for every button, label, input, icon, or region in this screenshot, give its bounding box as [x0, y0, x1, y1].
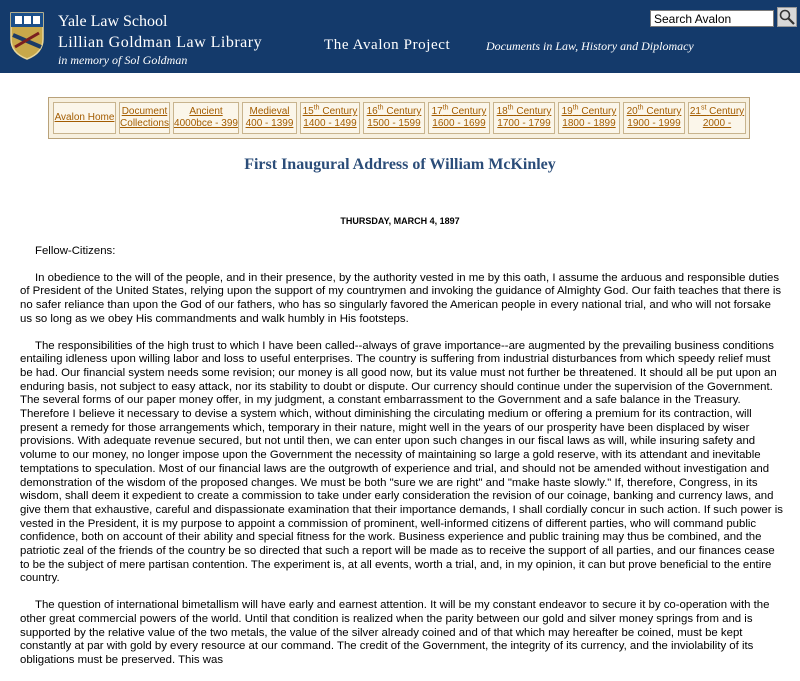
- nav-16th-century[interactable]: 16th Century 1500 - 1599: [363, 102, 425, 134]
- nav-15th-century[interactable]: 15th Century 1400 - 1499: [300, 102, 360, 134]
- avalon-project-subtitle: Documents in Law, History and Diplomacy: [486, 39, 694, 53]
- document-title: First Inaugural Address of William McKinley: [244, 156, 556, 173]
- nav-20th-century[interactable]: 20th Century 1900 - 1999: [623, 102, 685, 134]
- nav-18th-century[interactable]: 18th Century 1700 - 1799: [493, 102, 555, 134]
- search-input[interactable]: [650, 10, 774, 27]
- search-button[interactable]: [777, 7, 797, 27]
- document-body: [20, 245, 786, 681]
- nav-medieval[interactable]: Medieval 400 - 1399: [242, 102, 297, 134]
- nav-21st-century[interactable]: 21st Century 2000 -: [688, 102, 746, 134]
- paragraph: The responsibilities of the high trust to which I have been called--always of grave importance--are augmented by the prevailing business conditions entailing idleness upon willing labor and loss to useful enterprises. The country is suffering from industrial disturbances from which speedy relief must be had. Our financial system needs some revision; our money is all good now, but its value must not further be threatened. It should all be put upon an enduring basis, not subject to easy attack, nor its stability to doubt or dispute. Our currency should continue under the supervision of the Government. The several forms of our paper money offer, in my judgment, a constant embarrassment to the Government and a safe balance in the Treasury. Therefore I believe it necessary to devise a system which, without diminishing the circulating medium or offering a premium for its contraction, will present a remedy for those arrangements which, temporary in their nature, might well in the years of our prosperity have been displaced by wiser provisions. With adequate revenue secured, but not until then, we can enter upon such changes in our fiscal laws as will, while insuring safety and volume to our money, no longer impose upon the Government the necessity of maintaining so large a gold reserve, with its attendant and inevitable temptations to speculation. Most of our financial laws are the outgrowth of experience and trial, and should not be amended without investigation and demonstration of the wisdom of the proposed changes. We must be both "sure we are right" and "make haste slowly." If, therefore, Congress, in its wisdom, shall deem it expedient to create a commission to take under early consideration the revision of our coinage, banking and currency laws, and give them that exhaustive, careful and dispassionate examination that their importance demands, I shall cordially concur in such action. If such power is vested in the President, it is my purpose to appoint a commission of prominent, well-informed citizens of different parties, who will command public confidence, both on account of their ability and special fitness for the work. Business experience and public training may thus be combined, and the patriotic zeal of the friends of the country be so directed that such a report will be made as to receive the support of all parties, and our finances cease to be the subject of mere partisan contention. The experiment is, at all events, worth a trial, and, in my opinion, it can but prove beneficial to the entire country.: [20, 339, 783, 585]
- nav-17th-century[interactable]: 17th Century 1600 - 1699: [428, 102, 490, 134]
- century-navigation: [48, 97, 750, 139]
- school-name[interactable]: Yale Law School: [58, 13, 168, 30]
- nav-avalon-home[interactable]: Avalon Home: [53, 102, 116, 134]
- search-icon: [778, 8, 796, 26]
- nav-19th-century[interactable]: 19th Century 1800 - 1899: [558, 102, 620, 134]
- paragraph: In obedience to the will of the people, and in their presence, by the authority vested in me by this oath, I assume the arduous and responsible duties of President of the United States, relying upon the support of my countrymen and invoking the guidance of Almighty God. Our faith teaches that there is no safer reliance than upon the God of our fathers, who has so singularly favored the American people in every national trial, and who will not forsake us so long as we obey His commandments and walk humbly in His footsteps.: [20, 271, 782, 325]
- paragraph: The question of international bimetallism will have early and earnest attention. It will be my constant endeavor to secure it by co-operation with the other great commercial powers of the world. Until that condition is realized when the parity between our gold and silver money springs from and is supported by the relative value of the two metals, the value of the silver already coined and of that which may hereafter be coined, must be kept constantly at par with gold by every resource at our command. The credit of the Government, the integrity of its currency, and the inviolability of its obligations must be preserved. This was: [20, 599, 770, 666]
- salutation: Fellow-Citizens:: [35, 245, 116, 257]
- yale-shield-logo[interactable]: [9, 11, 45, 61]
- avalon-project-title[interactable]: The Avalon Project: [324, 37, 451, 53]
- library-name[interactable]: Lillian Goldman Law Library: [58, 34, 263, 51]
- library-dedication: in memory of Sol Goldman: [58, 53, 188, 67]
- nav-document-collections[interactable]: Document Collections: [119, 102, 170, 134]
- document-date: THURSDAY, MARCH 4, 1897: [340, 216, 460, 226]
- nav-ancient[interactable]: Ancient 4000bce - 399: [173, 102, 239, 134]
- site-header: [0, 0, 800, 73]
